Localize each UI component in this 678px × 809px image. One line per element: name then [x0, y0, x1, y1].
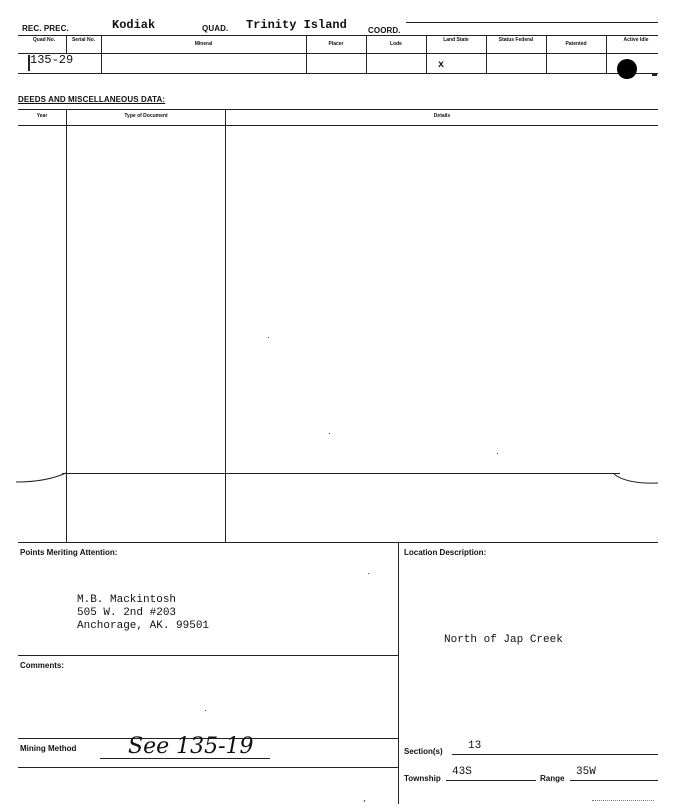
scan-mark: [652, 74, 657, 76]
lower-section-top-rule: [18, 542, 658, 543]
mining-method-bottom-rule: [18, 767, 398, 768]
col-header-details: Details: [433, 113, 451, 119]
speck: [497, 453, 498, 454]
township-label: Township: [404, 774, 441, 783]
address-line-1: M.B. Mackintosh: [77, 594, 177, 606]
claims-table-header-rule: [18, 53, 658, 54]
col-header-mineral: Mineral: [194, 41, 213, 47]
deeds-type-divider: [225, 110, 226, 542]
location-description-label: Location Description:: [404, 548, 487, 557]
col-divider: [426, 36, 427, 73]
comments-label: Comments:: [20, 661, 65, 670]
speck: [329, 433, 330, 434]
fold-curve-left: [16, 468, 68, 484]
speck: [364, 800, 365, 802]
col-header-active-idle: Active Idle: [623, 37, 649, 43]
col-header-lode: Lode: [390, 41, 402, 47]
quad-number-value: 135-29: [30, 53, 74, 67]
range-underline: [570, 780, 658, 781]
scan-artifact: [592, 800, 654, 801]
section-underline: [452, 754, 658, 755]
col-header-land-state: Land State: [443, 37, 469, 43]
fold-line: [62, 473, 620, 474]
mining-method-underline: [100, 758, 270, 759]
points-meriting-attention-label: Points Meriting Attention:: [20, 548, 118, 557]
speck: [268, 337, 269, 338]
deeds-header-rule: [18, 125, 658, 126]
col-header-year: Year: [36, 113, 48, 119]
range-label: Range: [540, 774, 565, 783]
address-line-3: Anchorage, AK. 99501: [77, 620, 210, 632]
fold-curve-right: [614, 470, 660, 486]
land-state-mark: x: [438, 60, 445, 71]
coord-label: COORD.: [368, 26, 401, 35]
hand-tick-mark: [28, 55, 30, 71]
speck: [368, 573, 369, 574]
col-header-patented: Patented: [565, 41, 587, 47]
deeds-top-rule: [18, 109, 658, 110]
col-header-quad-no: Quad No.: [32, 37, 56, 43]
section-label: Section(s): [404, 747, 443, 756]
address-line-2: 505 W. 2nd #203: [77, 607, 177, 619]
active-status-dot: [617, 59, 637, 79]
rec-prec-label: REC. PREC.: [22, 24, 69, 33]
township-underline: [446, 780, 536, 781]
col-header-status-federal: Status Federal: [498, 37, 534, 43]
rec-prec-value: Kodiak: [112, 18, 156, 32]
coord-underline: [406, 22, 658, 23]
township-value: 43S: [452, 766, 472, 778]
mining-method-label: Mining Method: [20, 744, 77, 753]
col-header-type-of-document: Type of Document: [124, 113, 168, 119]
section-value: 13: [468, 740, 482, 752]
speck: [205, 710, 206, 711]
col-header-serial-no: Serial No.: [71, 37, 96, 43]
col-divider: [486, 36, 487, 73]
quad-value: Trinity Island: [246, 18, 347, 32]
quad-label: QUAD.: [202, 24, 229, 33]
comments-top-rule: [18, 655, 398, 656]
location-description-value: North of Jap Creek: [444, 634, 563, 646]
lower-section-divider: [398, 542, 399, 804]
claims-table-bottom-rule: [18, 73, 658, 74]
claims-table-top-rule: [18, 35, 658, 36]
col-header-placer: Placer: [328, 41, 344, 47]
col-divider: [606, 36, 607, 73]
deeds-section-title: DEEDS AND MISCELLANEOUS DATA:: [18, 95, 166, 104]
range-value: 35W: [576, 766, 596, 778]
mining-method-value: See 135-19: [128, 734, 254, 759]
